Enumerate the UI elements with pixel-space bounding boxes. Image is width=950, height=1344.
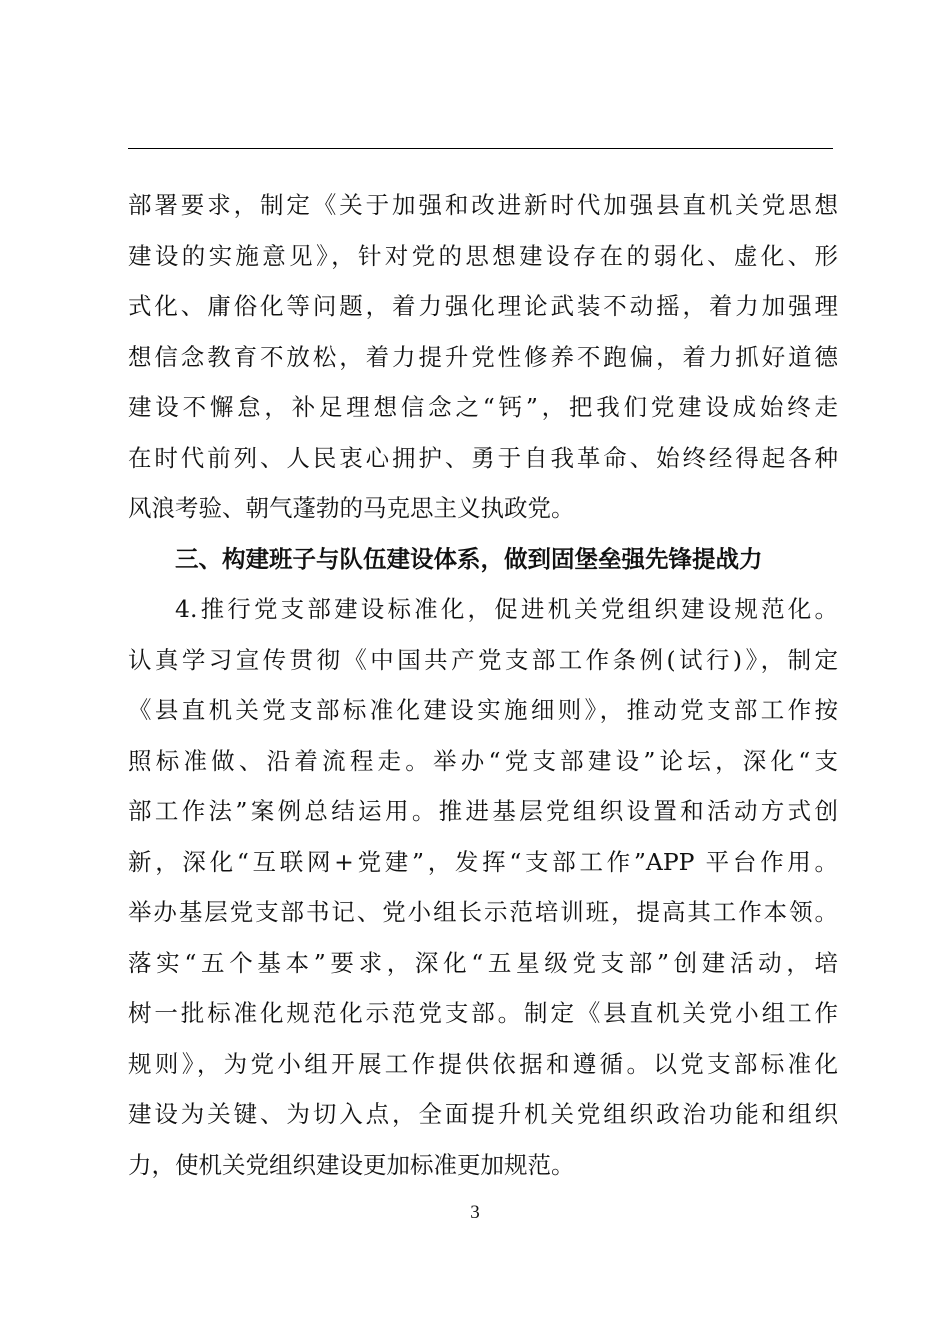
paragraph-line: 式化、庸俗化等问题，着力强化理论武装不动摇，着力加强理 — [128, 292, 838, 320]
paragraph-line: 规则》，为党小组开展工作提供依据和遵循。以党支部标准化 — [128, 1049, 838, 1078]
paragraph-line: 力，使机关党组织建设更加标准更加规范。 — [128, 1150, 575, 1179]
paragraph-line: 认真学习宣传贯彻《中国共产党支部工作条例(试行)》，制定 — [128, 645, 838, 674]
paragraph-line: 新，深化“互联网+党建”，发挥“支部工作”APP 平台作用。 — [128, 847, 838, 876]
paragraph-line: 建设不懈怠，补足理想信念之“钙”，把我们党建设成始终走 — [128, 393, 838, 421]
page-number: 3 — [470, 1202, 480, 1223]
paragraph-line: 4.推行党支部建设标准化，促进机关党组织建设规范化。 — [175, 595, 838, 623]
paragraph-line: 部工作法”案例总结运用。推进基层党组织设置和活动方式创 — [128, 797, 838, 825]
body-text — [128, 180, 838, 1190]
paragraph-line: 《县直机关党支部标准化建设实施细则》，推动党支部工作按 — [128, 696, 838, 724]
paragraph-line: 照标准做、沿着流程走。举办“党支部建设”论坛，深化“支 — [128, 746, 838, 775]
paragraph-line: 风浪考验、朝气蓬勃的马克思主义执政党。 — [128, 494, 575, 522]
paragraph-line: 建设为关键、为切入点，全面提升机关党组织政治功能和组织 — [128, 1100, 838, 1128]
paragraph-line: 落实“五个基本”要求，深化“五星级党支部”创建活动，培 — [128, 948, 838, 977]
paragraph-line: 想信念教育不放松，着力提升党性修养不跑偏，着力抓好道德 — [128, 342, 838, 371]
paragraph-line: 建设的实施意见》，针对党的思想建设存在的弱化、虚化、形 — [128, 241, 838, 270]
paragraph-line: 树一批标准化规范化示范党支部。制定《县直机关党小组工作 — [128, 999, 838, 1027]
paragraph-line: 在时代前列、人民衷心拥护、勇于自我革命、始终经得起各种 — [128, 443, 838, 472]
paragraph-line: 部署要求，制定《关于加强和改进新时代加强县直机关党思想 — [128, 191, 838, 219]
paragraph-line: 举办基层党支部书记、党小组长示范培训班，提高其工作本领。 — [128, 898, 838, 926]
section-heading: 三、构建班子与队伍建设体系，做到固堡垒强先锋提战力 — [175, 544, 763, 573]
header-rule — [128, 148, 833, 149]
